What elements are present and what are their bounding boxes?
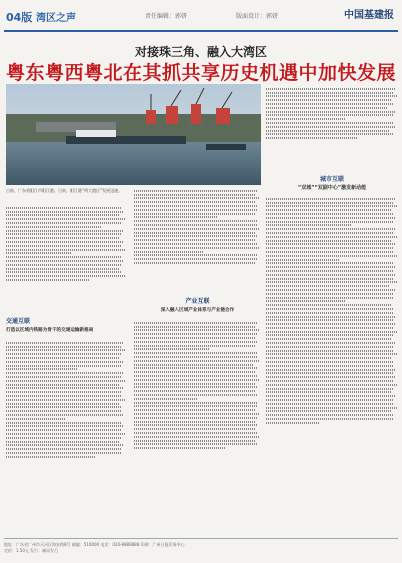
article-column-right-top (266, 86, 398, 141)
footer-rule (4, 538, 398, 539)
editor-credit: 责任编辑：郭妍 (145, 13, 188, 20)
newspaper-logo: 中国基建报 (344, 10, 394, 21)
article-column-1b (6, 340, 126, 460)
article-column-2 (134, 188, 261, 266)
designer-credit: 版面设计：郭妍 (236, 13, 279, 20)
photo-caption: 日前，广东省阳江市阳江港。日前，阳江港“两大港区”发展迅速。 (6, 188, 123, 193)
article-column-2b (134, 320, 261, 451)
header-rule (4, 30, 398, 32)
city-section-title: 城市互联 (319, 176, 344, 183)
traffic-section-subtitle: 打造以区域内铁路为骨干的交通运输新格局 (6, 328, 94, 333)
section-title: 湾区之声 (36, 13, 76, 24)
footer-line-1: 地址：广东省广州市天河区海安路8号 邮编：510000 电话：020-8888888 印刷：广州日报印务中心 (4, 542, 185, 547)
footer-line-2: 定价：1.50元 发行：邮局发行 (4, 548, 59, 553)
port-photo (6, 84, 261, 185)
page-header (0, 0, 402, 30)
headline-main: 粤东粤西粤北在其抓共享历史机遇中加快发展 (5, 62, 396, 84)
article-column-1 (6, 205, 126, 283)
traffic-section-title: 交通互联 (6, 318, 31, 325)
headline-kicker: 对接珠三角、融入大湾区 (134, 45, 267, 59)
city-section-subtitle: “双城”“双副中心”激发新动能 (297, 185, 367, 191)
article-column-3 (266, 196, 398, 426)
page-footer (4, 542, 398, 560)
industry-section-title: 产业互联 (185, 298, 210, 305)
page-number: 04版 (6, 11, 33, 24)
industry-section-subtitle: 深入融入区域产业体系与产业链合作 (160, 308, 235, 313)
